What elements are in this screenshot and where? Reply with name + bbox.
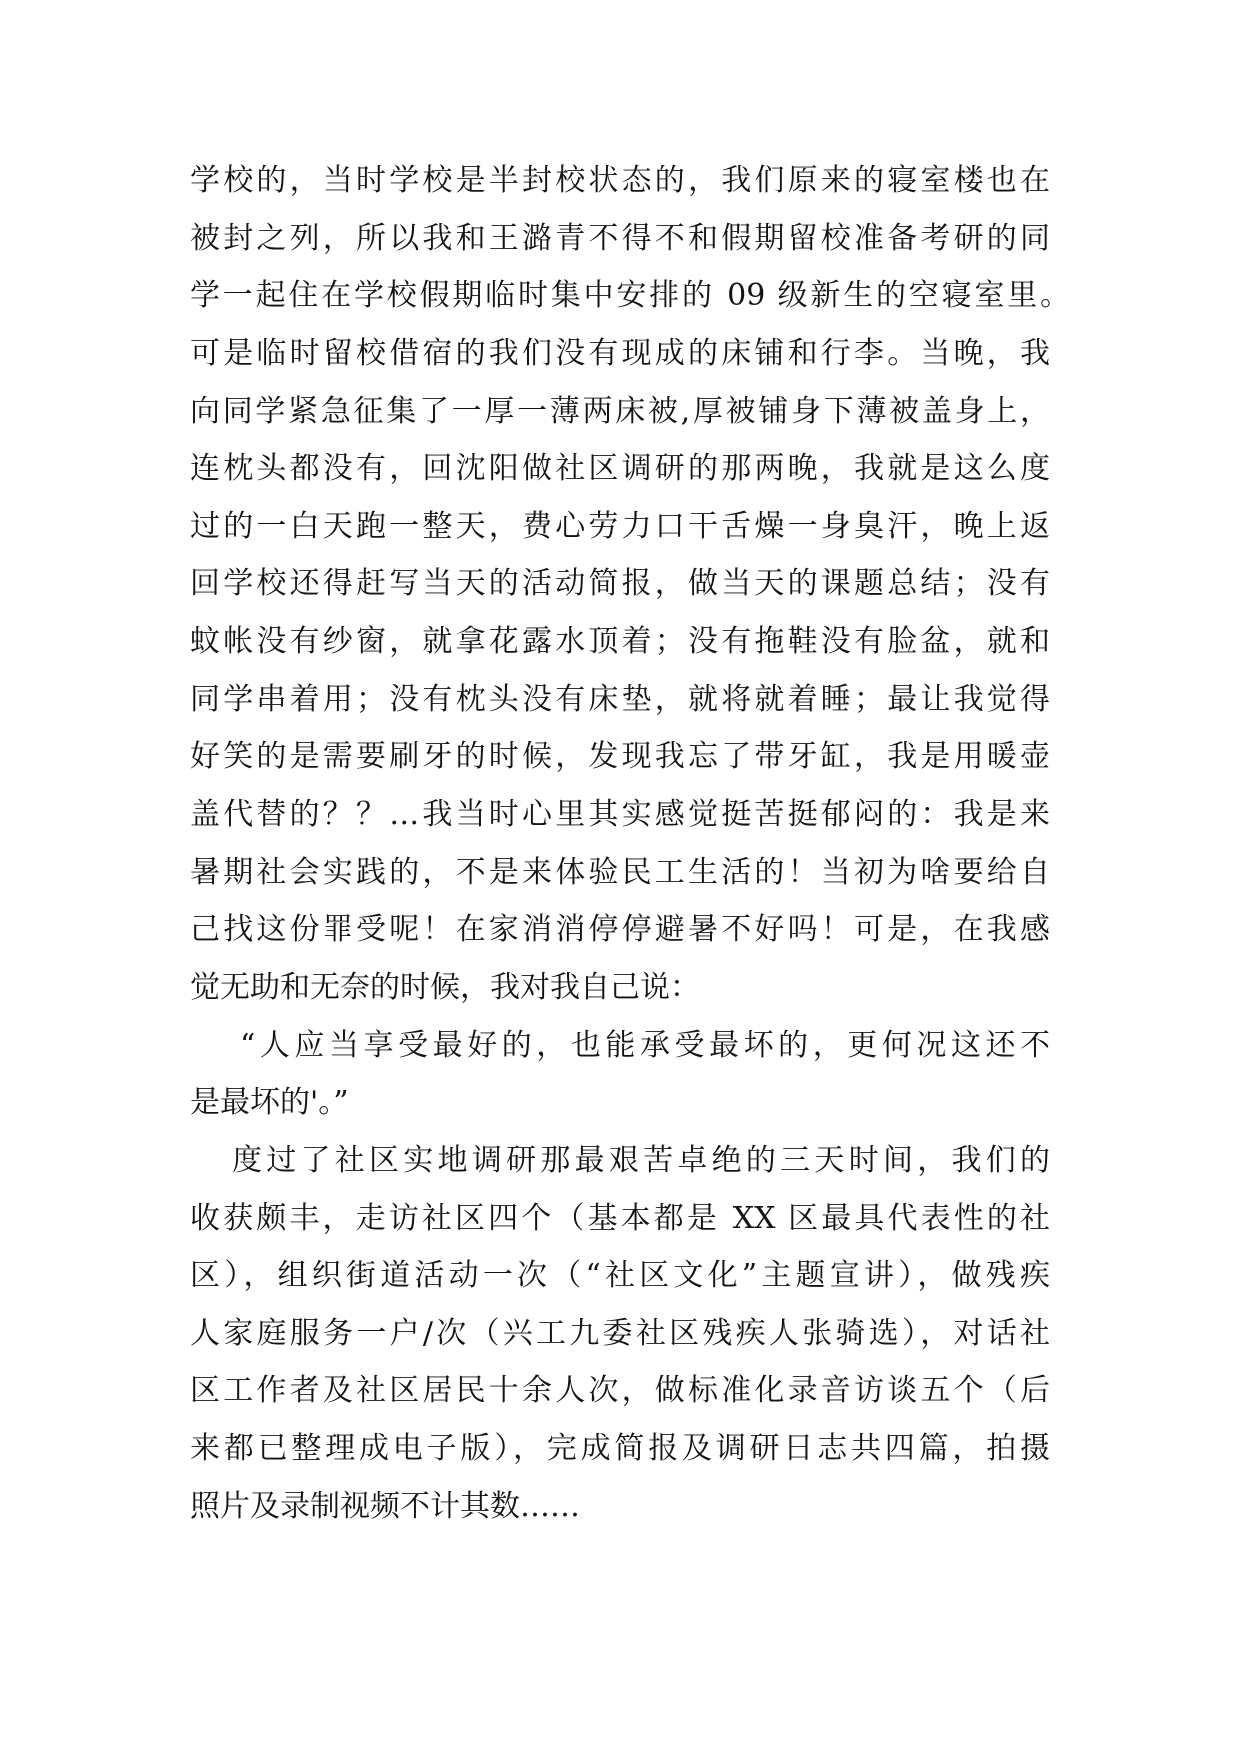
text-line: 连枕头都没有，回沈阳做社区调研的那两晚，我就是这么度 bbox=[190, 451, 1050, 487]
text-line: 过的一白天跑一整天，费心劳力口干舌燥一身臭汗，晚上返 bbox=[190, 508, 1050, 544]
text-line: 己找这份罪受呢！在家消消停停避暑不好吗！可是，在我感 bbox=[190, 912, 1050, 948]
paragraph-narrative bbox=[190, 152, 1070, 1017]
text-line: “人应当享受最好的，也能承受最坏的，更何况这还不 bbox=[240, 1027, 1050, 1063]
text-line: 度过了社区实地调研那最艰苦卓绝的三天时间，我们的 bbox=[232, 1142, 1050, 1178]
text-line: 学一起住在学校假期临时集中安排的 09 级新生的空寝室里。 bbox=[190, 278, 1070, 314]
text-line: 暑期社会实践的，不是来体验民工生活的！当初为啥要给自 bbox=[190, 854, 1050, 890]
text-line: 学校的，当时学校是半封校状态的，我们原来的寝室楼也在 bbox=[190, 163, 1050, 198]
text-line: 区工作者及社区居民十余人次，做标准化录音访谈五个（后 bbox=[190, 1373, 1050, 1409]
text-line: 是最坏的'。” bbox=[190, 1085, 349, 1121]
text-line: 觉无助和无奈的时候，我对我自己说： bbox=[190, 969, 700, 1005]
text-line: 来都已整理成电子版），完成简报及调研日志共四篇，拍摄 bbox=[190, 1431, 1050, 1467]
text-line: 收获颇丰，走访社区四个（基本都是 XX 区最具代表性的社 bbox=[190, 1200, 1050, 1236]
text-line: 被封之列，所以我和王潞青不得不和假期留校准备考研的同 bbox=[190, 220, 1050, 256]
text-line: 好笑的是需要刷牙的时候，发现我忘了带牙缸，我是用暖壶 bbox=[190, 739, 1050, 775]
text-line: 蚊帐没有纱窗，就拿花露水顶着；没有拖鞋没有脸盆，就和 bbox=[190, 624, 1050, 660]
text-line: 向同学紧急征集了一厚一薄两床被,厚被铺身下薄被盖身上， bbox=[190, 393, 1050, 429]
text-line: 区），组织街道活动一次（“社区文化”主题宣讲），做残疾 bbox=[190, 1258, 1050, 1294]
paragraph-quote bbox=[190, 1017, 1050, 1132]
text-line: 盖代替的？？…我当时心里其实感觉挺苦挺郁闷的：我是来 bbox=[190, 797, 1050, 833]
text-line: 照片及录制视频不计其数…… bbox=[190, 1488, 580, 1524]
document-body bbox=[190, 152, 1070, 1535]
text-line: 人家庭服务一户/次（兴工九委社区残疾人张骑选），对话社 bbox=[190, 1315, 1050, 1351]
text-line: 回学校还得赶写当天的活动简报，做当天的课题总结；没有 bbox=[190, 566, 1050, 602]
paragraph-results bbox=[190, 1132, 1050, 1535]
text-line: 同学串着用；没有枕头没有床垫，就将就着睡；最让我觉得 bbox=[190, 681, 1050, 717]
text-line: 可是临时留校借宿的我们没有现成的床铺和行李。当晚，我 bbox=[190, 335, 1050, 371]
